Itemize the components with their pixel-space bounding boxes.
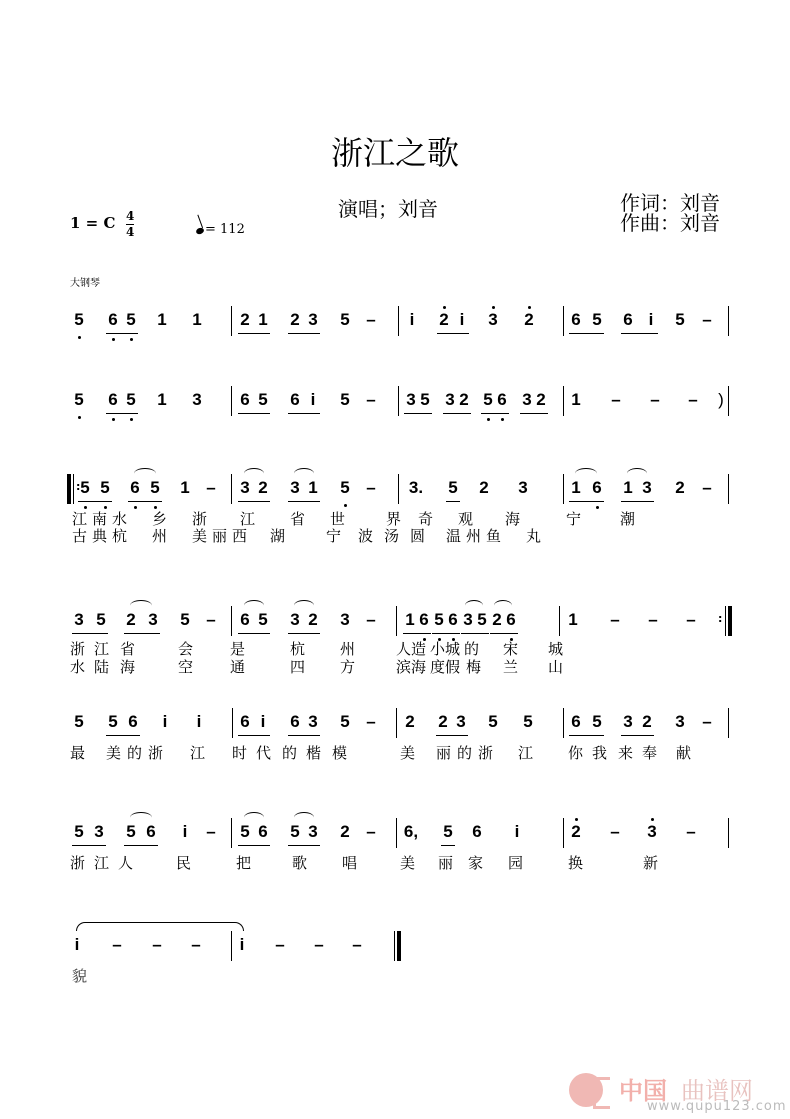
lyric: 城 (548, 640, 564, 658)
note: 3 (463, 610, 473, 629)
lyric: 温 (446, 527, 462, 545)
note: 6 (146, 822, 156, 841)
lyric: 江 (518, 744, 534, 762)
note: 2 (290, 310, 300, 329)
bar-line (563, 306, 564, 336)
lyric: 最 (70, 744, 86, 762)
lyric: 时 (232, 744, 248, 762)
note: 3 (74, 610, 84, 629)
slur (294, 468, 314, 479)
note: – (366, 610, 376, 629)
note: 3 (675, 712, 685, 731)
note: – (366, 712, 376, 731)
bar-line (563, 386, 564, 416)
bar-line (231, 474, 232, 504)
bar-line (396, 708, 397, 738)
note: 6 (290, 712, 300, 731)
lyric: 南 (92, 510, 108, 528)
note: 2 (459, 390, 469, 409)
lyric: 美 (400, 744, 416, 762)
note: 5 (108, 712, 118, 731)
bar-line (396, 606, 397, 636)
lyric: 会 (178, 640, 194, 658)
note: – (686, 822, 696, 841)
note: 2 (126, 610, 136, 629)
note: 5 (592, 310, 602, 329)
composer-credit: 作曲：刘音 (620, 211, 720, 235)
note: – (206, 822, 216, 841)
bar-line (728, 708, 729, 738)
lyric: 丽 (212, 527, 228, 545)
note: 6 (108, 390, 118, 409)
note: 6 (497, 390, 507, 409)
note: 6 (128, 712, 138, 731)
bar-line (231, 931, 232, 961)
lyric: 江 (94, 854, 110, 872)
lyric: 美的浙 (106, 744, 170, 762)
slur (294, 812, 314, 823)
bar-line (563, 818, 564, 848)
lyric: 海 (120, 658, 136, 676)
final-bar-thin (394, 931, 395, 961)
note: i (74, 935, 80, 954)
note: 5 (240, 822, 250, 841)
slur (294, 600, 314, 611)
bar-line (231, 386, 232, 416)
bar-line (231, 306, 232, 336)
lyric: 滨海 (396, 658, 427, 676)
note: 5 (150, 478, 160, 497)
lyric: 宋 (503, 640, 519, 658)
bar-line (563, 474, 564, 504)
lyric: 乡 (152, 510, 168, 528)
note: 1 (405, 610, 415, 629)
note: 5 (340, 712, 350, 731)
lyric: 浙 (70, 640, 86, 658)
lyric: 鱼 (486, 527, 502, 545)
note: 5 (675, 310, 685, 329)
key-signature: 1 = C (70, 214, 116, 232)
note: 3 (148, 610, 158, 629)
note: – (611, 390, 621, 409)
note: – (650, 390, 660, 409)
lyricist-credit: 作词：刘音 (620, 191, 720, 215)
note: 6, (403, 822, 419, 841)
note: 1 (571, 478, 581, 497)
lyric: 浙 (70, 854, 86, 872)
lyric: 波 (358, 527, 374, 545)
bar-line (396, 818, 397, 848)
lyric: 水 (70, 658, 86, 676)
slur (244, 468, 264, 479)
note: – (275, 935, 285, 954)
note: 2 (258, 478, 268, 497)
watermark-url: www.qupu123.com (647, 1099, 787, 1114)
note: i (239, 935, 245, 954)
note: 6 (448, 610, 458, 629)
note: 3 (94, 822, 104, 841)
lyric: 通 (230, 658, 246, 676)
lyric: 省 (120, 640, 136, 658)
lyric: 西 (232, 527, 248, 545)
lyric: 歌 (292, 854, 308, 872)
note: 1 (157, 310, 167, 329)
note: 5 (74, 390, 84, 409)
note: 3 (240, 478, 250, 497)
note: 6 (108, 310, 118, 329)
lyric: 美 (400, 854, 416, 872)
lyric: 圆 (410, 527, 426, 545)
lyric: 宁 (566, 510, 582, 528)
lyric: 小城 (430, 640, 461, 658)
bar-line (728, 306, 729, 336)
lyric: 把 (236, 854, 252, 872)
lyric: 空 (178, 658, 194, 676)
repeat-end-bar (725, 606, 726, 636)
note: 3 (290, 478, 300, 497)
lyric: 兰 (503, 658, 519, 676)
lyric: 典 (92, 527, 108, 545)
note: – (686, 610, 696, 629)
note: – (112, 935, 122, 954)
lyric: 你 (568, 744, 584, 762)
note: 3 (308, 310, 318, 329)
note: 5 (74, 712, 84, 731)
repeat-start-bar (67, 474, 71, 504)
lyric: 美 (192, 527, 208, 545)
lyric: 是 (230, 640, 246, 658)
lyric: 海 (505, 510, 521, 528)
lyric: 世 (330, 510, 346, 528)
lyric: 州 (340, 640, 356, 658)
note: 6 (419, 610, 429, 629)
time-signature (126, 210, 134, 239)
note: – (648, 610, 658, 629)
lyric: 民 (176, 854, 192, 872)
note: – (366, 478, 376, 497)
note: i (310, 390, 316, 409)
time-sig-top: 4 (126, 209, 135, 223)
bar-line (563, 708, 564, 738)
lyric: 江 (94, 640, 110, 658)
note: 2 (642, 712, 652, 731)
lyric: 丽 (438, 854, 454, 872)
bar-line (398, 306, 399, 336)
note: 5 (340, 390, 350, 409)
lyric: 州 (466, 527, 482, 545)
note: 6 (130, 478, 140, 497)
lyric: 山 (548, 658, 564, 676)
note: i (409, 310, 415, 329)
note: – (702, 478, 712, 497)
note: i (648, 310, 654, 329)
time-sig-bottom: 4 (126, 225, 135, 239)
note: 3 (192, 390, 202, 409)
slur (627, 468, 647, 479)
note: 6 (592, 478, 602, 497)
bar-line (728, 386, 729, 416)
note: i (514, 822, 520, 841)
note: 6 (472, 822, 482, 841)
note: 1 (157, 390, 167, 409)
note: – (366, 390, 376, 409)
note: 2 (438, 712, 448, 731)
note: 1 (571, 390, 581, 409)
lyric: 汤 (384, 527, 400, 545)
note: 6 (571, 712, 581, 731)
note: 5 (290, 822, 300, 841)
note: 5 (483, 390, 493, 409)
note: 6 (571, 310, 581, 329)
note: 3. (408, 478, 424, 497)
lyric: 奉 (642, 744, 658, 762)
note: – (206, 610, 216, 629)
note: 3 (340, 610, 350, 629)
note: 3 (518, 478, 528, 497)
lyric: 的 (464, 640, 480, 658)
note: 5 (477, 610, 487, 629)
lyric: 潮 (620, 510, 636, 528)
lyric: 献 (676, 744, 692, 762)
lyric: 园 (508, 854, 524, 872)
note: 5 (96, 610, 106, 629)
note: – (688, 390, 698, 409)
lyric: 新 (643, 854, 659, 872)
note: – (152, 935, 162, 954)
note: 3 (522, 390, 532, 409)
note: 2 (405, 712, 415, 731)
lyric: 陆 (94, 658, 110, 676)
note: – (314, 935, 324, 954)
note: 5 (420, 390, 430, 409)
note: 6 (506, 610, 516, 629)
note: 1 (258, 310, 268, 329)
lyric: 古 (72, 527, 88, 545)
note: 6 (240, 610, 250, 629)
note: 2 (479, 478, 489, 497)
lyric: 家 (468, 854, 484, 872)
note: 6 (623, 310, 633, 329)
bar-line (559, 606, 560, 636)
lyric: 唱 (342, 854, 358, 872)
note: i (459, 310, 465, 329)
lyric: 杭 (112, 527, 128, 545)
note: 5 (100, 478, 110, 497)
slur (244, 812, 264, 823)
note: – (366, 310, 376, 329)
lyric: 度假 (430, 658, 461, 676)
note: 5 (180, 610, 190, 629)
lyric: 换 (568, 854, 584, 872)
note: 5 (80, 478, 90, 497)
tie (76, 922, 244, 931)
note: 5 (258, 610, 268, 629)
watermark-brand-bold: 中国 (619, 1076, 667, 1105)
repeat-dots: : (718, 612, 723, 625)
bar-line (728, 474, 729, 504)
lyric: 江 (72, 510, 88, 528)
slur (494, 600, 512, 611)
note: – (610, 610, 620, 629)
note: 5 (592, 712, 602, 731)
note: 2 (524, 310, 534, 329)
note: 1 (308, 478, 318, 497)
note: – (610, 822, 620, 841)
lyric: 水 (112, 510, 128, 528)
note: 5 (74, 822, 84, 841)
slur (575, 468, 597, 479)
bar-line (231, 818, 232, 848)
slur (130, 812, 152, 823)
note: 2 (536, 390, 546, 409)
lyric: 我 (592, 744, 608, 762)
note: 3 (406, 390, 416, 409)
lyric: 杭 (290, 640, 306, 658)
lyric: 江 (240, 510, 256, 528)
note: 2 (439, 310, 449, 329)
lyric: 奇 (418, 510, 434, 528)
watermark (569, 1071, 787, 1115)
instrument-label: 大钢琴 (70, 278, 100, 289)
note: i (196, 712, 202, 731)
lyric: 四 (290, 658, 306, 676)
note: 3 (445, 390, 455, 409)
singer-credit: 演唱；刘音 (338, 197, 438, 221)
note: 2 (308, 610, 318, 629)
lyric: 人造 (396, 640, 427, 658)
bar-line (728, 818, 729, 848)
lyric: 省 (290, 510, 306, 528)
bar-line (398, 386, 399, 416)
slur (134, 468, 156, 479)
lyric: 观 (458, 510, 474, 528)
note: 2 (571, 822, 581, 841)
tempo-value: = 112 (205, 222, 245, 237)
bar-line (232, 708, 233, 738)
note: 5 (126, 822, 136, 841)
lyric: 江 (190, 744, 206, 762)
final-bar-thick (397, 931, 401, 961)
note: 3 (642, 478, 652, 497)
note: i (162, 712, 168, 731)
note: 1 (568, 610, 578, 629)
bar-line (231, 606, 232, 636)
note: 2 (492, 610, 502, 629)
bar-line (398, 474, 399, 504)
lyric: 梅 (466, 658, 482, 676)
note: 3 (308, 712, 318, 731)
note: – (352, 935, 362, 954)
tempo-marking (196, 222, 245, 237)
note: 5 (74, 310, 84, 329)
note: – (702, 310, 712, 329)
note: 5 (488, 712, 498, 731)
slur (465, 600, 483, 611)
note: 1 (623, 478, 633, 497)
lyric: 楷 (306, 744, 322, 762)
note: – (206, 478, 216, 497)
note: i (182, 822, 188, 841)
note: 5 (126, 390, 136, 409)
note: ) (718, 390, 724, 409)
note: 2 (240, 310, 250, 329)
note: 2 (675, 478, 685, 497)
note: 5 (340, 310, 350, 329)
watermark-brand-light: 曲谱网 (681, 1077, 753, 1105)
lyric: 界 (386, 510, 402, 528)
note: 3 (456, 712, 466, 731)
note: 5 (443, 822, 453, 841)
note: – (702, 712, 712, 731)
note: 5 (434, 610, 444, 629)
note: i (260, 712, 266, 731)
lyric: 浙 (192, 510, 208, 528)
note: 3 (623, 712, 633, 731)
note: 1 (192, 310, 202, 329)
note: 6 (258, 822, 268, 841)
quarter-note-icon (195, 227, 205, 235)
note: 5 (523, 712, 533, 731)
lyric: 宁 (326, 527, 342, 545)
lyric: 湖 (270, 527, 286, 545)
lyric: 丽的浙 (436, 744, 500, 762)
slur (244, 600, 264, 611)
note: 5 (340, 478, 350, 497)
note: 5 (258, 390, 268, 409)
song-title: 浙江之歌 (330, 134, 459, 172)
note: 3 (290, 610, 300, 629)
note: 6 (240, 712, 250, 731)
note: 3 (647, 822, 657, 841)
lyric: 代 (256, 744, 272, 762)
lyric: 人 (118, 854, 134, 872)
note: – (191, 935, 201, 954)
note: 3 (488, 310, 498, 329)
lyric: 貌 (72, 967, 88, 985)
slur (130, 600, 152, 611)
note: 1 (180, 478, 190, 497)
note: 2 (340, 822, 350, 841)
note: 5 (448, 478, 458, 497)
note: – (366, 822, 376, 841)
note: 6 (240, 390, 250, 409)
note: 5 (126, 310, 136, 329)
lyric: 来 (618, 744, 634, 762)
lyric: 模 (332, 744, 348, 762)
lyric: 方 (340, 658, 356, 676)
lyric: 州 (152, 527, 168, 545)
lyric: 丸 (526, 527, 542, 545)
note: 6 (290, 390, 300, 409)
lyric: 的 (282, 744, 298, 762)
note: 3 (308, 822, 318, 841)
